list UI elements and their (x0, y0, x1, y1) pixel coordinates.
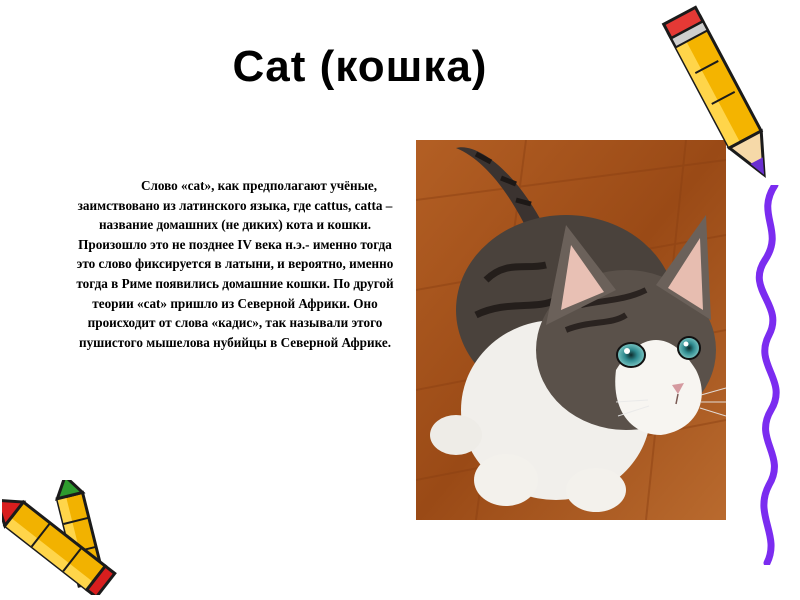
pencil-icon (660, 2, 790, 192)
slide-title: Cat (кошка) (232, 42, 488, 91)
crayon-icon (2, 480, 152, 595)
body-paragraph: Слово «cat», как предполагают учёные, заимствовано из латинского языка, где cattus, catta – название домашних (не диких) кота и кошки. Произошло это не позднее IV века н.э.- именно тогда это слово фиксируется в латыни, и вероятно, именно тогда в Риме появились домашние кошки. По другой теории «cat» пришло из Северной Африки. Оно происходит от слова «кадис», так называли этого пушистого мышелова нубийцы в Северной Африке. (76, 178, 394, 350)
squiggle-line (745, 185, 795, 565)
cat-photo (416, 140, 726, 520)
